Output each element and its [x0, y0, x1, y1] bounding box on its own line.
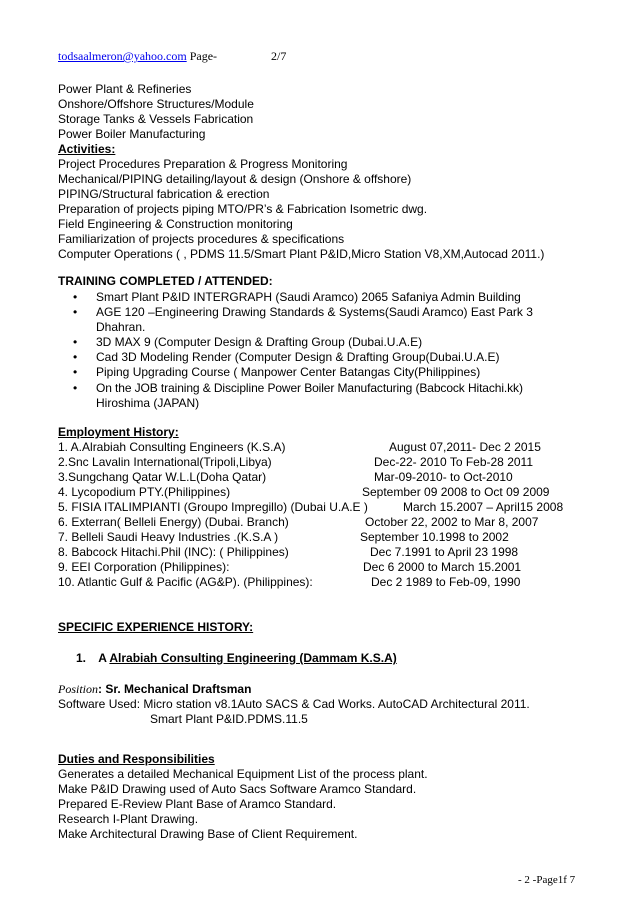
- employment-company: 5. FISIA ITALIMPIANTI (Groupo Impregillo) (Dubai U.A.E ): [58, 500, 368, 514]
- training-item: AGE 120 –Engineering Drawing Standards & Systems(Saudi Aramco) East Park 3: [96, 305, 533, 319]
- duty-item: Make P&ID Drawing used of Auto Sacs Software Aramco Standard.: [58, 782, 417, 796]
- employment-dates: Dec 7.1991 to April 23 1998: [370, 545, 519, 559]
- duty-item: Research I-Plant Drawing.: [58, 812, 199, 826]
- training-item: Smart Plant P&ID INTERGRAPH (Saudi Aramco) 2065 Safaniya Admin Building: [96, 290, 521, 304]
- employment-dates: Dec 6 2000 to March 15.2001: [363, 560, 522, 574]
- email-link[interactable]: todsaalmeron@yahoo.com: [58, 49, 187, 63]
- duty-item: Make Architectural Drawing Base of Client Requirement.: [58, 827, 358, 841]
- employment-company: 7. Belleli Saudi Heavy Industries .(K.S.A ): [58, 530, 279, 544]
- employment-company: 1. A.Alrabiah Consulting Engineers (K.S.A): [58, 440, 286, 454]
- summary-line: Storage Tanks & Vessels Fabrication: [58, 112, 254, 126]
- employment-dates: March 15.2007 – April15 2008: [403, 500, 564, 514]
- bullet-icon: •: [73, 335, 78, 349]
- employment-dates: September 10.1998 to 2002: [360, 530, 509, 544]
- activity-item: Project Procedures Preparation & Progress Monitoring: [58, 157, 348, 171]
- activity-item: PIPING/Structural fabrication & erection: [58, 187, 270, 201]
- bullet-icon: •: [73, 365, 78, 379]
- specific-item-number: 1.: [76, 651, 87, 665]
- position-title: Sr. Mechanical Draftsman: [105, 682, 252, 696]
- employment-dates: Dec 2 1989 to Feb-09, 1990: [371, 575, 521, 589]
- employment-company: 2.Snc Lavalin International(Tripoli,Libya): [58, 455, 272, 469]
- duty-item: Prepared E-Review Plant Base of Aramco Standard.: [58, 797, 337, 811]
- activities-heading: Activities:: [58, 142, 116, 156]
- employment-company: 10. Atlantic Gulf & Pacific (AG&P). (Philippines):: [58, 575, 313, 589]
- page-header: [58, 49, 286, 64]
- specific-item-prefix: A: [98, 651, 107, 665]
- activity-item: Mechanical/PIPING detailing/layout & design (Onshore & offshore): [58, 172, 412, 186]
- activity-item: Preparation of projects piping MTO/PR’s & Fabrication Isometric dwg.: [58, 202, 428, 216]
- training-heading: TRAINING COMPLETED / ATTENDED:: [58, 274, 273, 288]
- summary-line: Power Plant & Refineries: [58, 82, 192, 96]
- activity-item: Field Engineering & Construction monitoring: [58, 217, 293, 231]
- employment-dates: September 09 2008 to Oct 09 2009: [362, 485, 550, 499]
- position-line: Position: Sr. Mechanical Draftsman: [58, 682, 252, 696]
- activity-item: Familiarization of projects procedures & specifications: [58, 232, 345, 246]
- employment-company: 8. Babcock Hitachi.Phil (INC): ( Philippines): [58, 545, 289, 559]
- employment-company: 9. EEI Corporation (Philippines):: [58, 560, 230, 574]
- specific-heading: SPECIFIC EXPERIENCE HISTORY:: [58, 620, 254, 634]
- software-line: Software Used: Micro station v8.1Auto SACS & Cad Works. AutoCAD Architectural 2011.: [58, 697, 530, 711]
- position-label: Position: [58, 682, 99, 696]
- training-item: 3D MAX 9 (Computer Design & Drafting Group (Dubai.U.A.E): [96, 335, 423, 349]
- training-item-cont: Dhahran.: [96, 320, 146, 334]
- employment-company: 3.Sungchang Qatar W.L.L(Doha Qatar): [58, 470, 267, 484]
- page-count: 2/7: [271, 49, 287, 63]
- activity-item: Computer Operations ( , PDMS 11.5/Smart Plant P&ID,Micro Station V8,XM,Autocad 2011.): [58, 247, 545, 261]
- duty-item: Generates a detailed Mechanical Equipment List of the process plant.: [58, 767, 428, 781]
- employment-company: 6. Exterran( Belleli Energy) (Dubai. Branch): [58, 515, 289, 529]
- employment-heading: Employment History:: [58, 425, 179, 439]
- page-footer: - 2 -Page1f 7: [518, 874, 576, 886]
- employment-dates: Dec-22- 2010 To Feb-28 2011: [374, 455, 533, 469]
- training-item-cont: Hiroshima (JAPAN): [96, 396, 200, 410]
- bullet-icon: •: [73, 350, 78, 364]
- employment-company: 4. Lycopodium PTY.(Philippines): [58, 485, 231, 499]
- summary-line: Power Boiler Manufacturing: [58, 127, 206, 141]
- specific-item-company: Alrabiah Consulting Engineering (Dammam K.S.A): [109, 651, 397, 665]
- training-item: Piping Upgrading Course ( Manpower Center Batangas City(Philippines): [96, 365, 481, 379]
- bullet-icon: •: [73, 305, 78, 319]
- employment-dates: October 22, 2002 to Mar 8, 2007: [365, 515, 539, 529]
- specific-item: [76, 651, 397, 666]
- employment-dates: Mar-09-2010- to Oct-2010: [374, 470, 513, 484]
- employment-dates: August 07,2011- Dec 2 2015: [389, 440, 541, 454]
- duties-heading: Duties and Responsibilities: [58, 752, 215, 766]
- bullet-icon: •: [73, 381, 78, 395]
- training-item: Cad 3D Modeling Render (Computer Design & Drafting Group(Dubai.U.A.E): [96, 350, 500, 364]
- software-line-cont: Smart Plant P&ID.PDMS.11.5: [150, 712, 308, 726]
- bullet-icon: •: [73, 290, 78, 304]
- summary-line: Onshore/Offshore Structures/Module: [58, 97, 254, 111]
- page-label: Page-: [189, 49, 218, 63]
- training-item: On the JOB training & Discipline Power Boiler Manufacturing (Babcock Hitachi.kk): [96, 381, 523, 395]
